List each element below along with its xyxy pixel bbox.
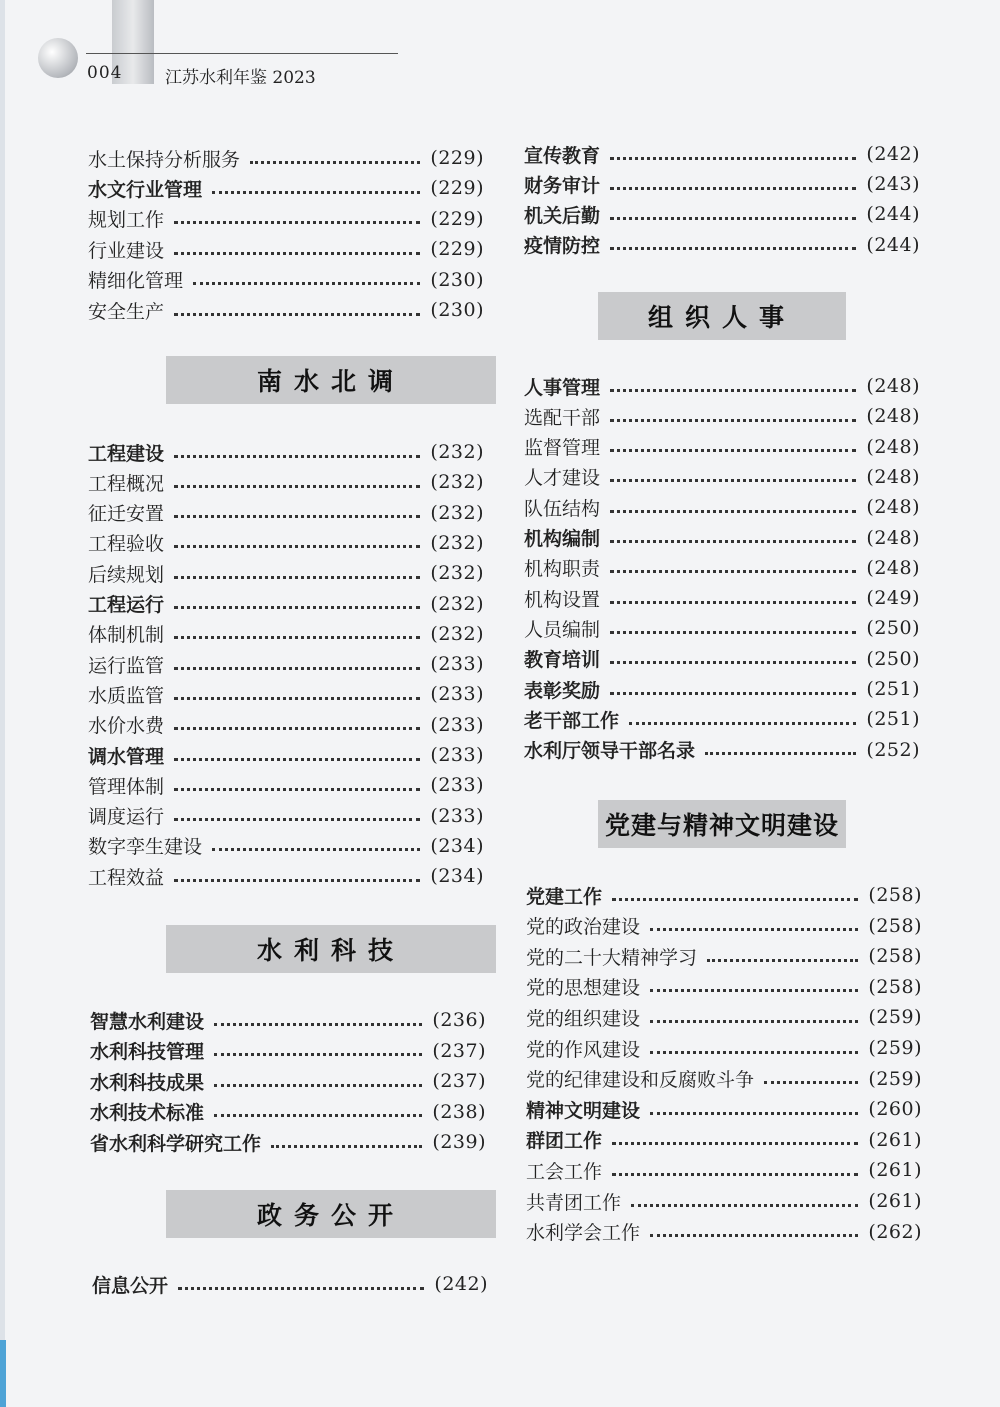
toc-entry-page: (251) xyxy=(866,678,920,700)
dot-leader xyxy=(271,1145,422,1148)
toc-entry xyxy=(88,528,484,558)
dot-leader xyxy=(610,187,856,190)
toc-entry xyxy=(526,1186,922,1216)
toc-entry xyxy=(88,265,484,295)
toc-entry xyxy=(526,1064,922,1094)
toc-entry-page: (252) xyxy=(866,738,920,761)
toc-entry-page: (259) xyxy=(868,1067,922,1090)
toc-entry-page: (248) xyxy=(866,526,920,549)
toc-entry-page: (233) xyxy=(430,744,484,766)
toc-entry xyxy=(88,204,484,234)
toc-entry-title: 队伍结构 xyxy=(524,497,601,520)
dot-leader xyxy=(174,788,420,791)
toc-entry xyxy=(526,880,922,910)
toc-entry-title: 党的纪律建设和反腐败斗争 xyxy=(526,1069,755,1092)
dot-leader xyxy=(212,848,420,851)
toc-entry-page: (239) xyxy=(432,1131,486,1153)
toc-entry-title: 水利科技成果 xyxy=(90,1071,205,1094)
toc-entry-page: (244) xyxy=(866,233,920,256)
toc-entry-title: 后续规划 xyxy=(88,563,165,586)
dot-leader xyxy=(629,722,856,725)
toc-entry-page: (229) xyxy=(430,207,484,230)
toc-entry xyxy=(524,674,920,704)
dot-leader xyxy=(174,455,420,458)
toc-entry-page: (251) xyxy=(866,708,920,731)
dot-leader xyxy=(174,576,420,579)
toc-entry-page: (258) xyxy=(868,884,922,906)
toc-entry xyxy=(524,704,920,734)
dot-leader xyxy=(214,1084,422,1087)
toc-entry-title: 智慧水利建设 xyxy=(90,1010,205,1033)
toc-entry xyxy=(88,740,484,770)
dot-leader xyxy=(174,606,420,609)
toc-entry-page: (232) xyxy=(430,501,484,524)
toc-entry xyxy=(88,437,484,467)
toc-entry-page: (259) xyxy=(868,1006,922,1029)
toc-entry-page: (234) xyxy=(430,865,484,888)
toc-entry xyxy=(524,462,920,492)
toc-entry-title: 水利科技管理 xyxy=(90,1041,205,1063)
toc-entry-title: 党的政治建设 xyxy=(526,916,641,939)
toc-entry-title: 党的组织建设 xyxy=(526,1007,641,1030)
toc-entry xyxy=(88,649,484,679)
dot-leader xyxy=(174,758,420,761)
toc-entry-title: 人员编制 xyxy=(524,618,601,641)
toc-entry xyxy=(524,523,920,553)
dot-leader xyxy=(174,879,420,882)
toc-entry-title: 精神文明建设 xyxy=(526,1099,641,1122)
dot-leader xyxy=(612,1173,858,1176)
dot-leader xyxy=(178,1287,424,1290)
toc-entry xyxy=(90,1127,486,1157)
toc-entry xyxy=(88,679,484,709)
toc-entry-page: (259) xyxy=(868,1037,922,1059)
toc-entry-title: 水利技术标准 xyxy=(90,1102,205,1124)
toc-entry-title: 数字孪生建设 xyxy=(88,836,203,859)
toc-entry xyxy=(524,553,920,583)
toc-entry xyxy=(524,169,920,199)
toc-entry-page: (229) xyxy=(430,177,484,200)
page-edge-accent xyxy=(0,1340,6,1407)
dot-leader xyxy=(650,989,858,992)
toc-entry-page: (244) xyxy=(866,203,920,226)
toc-entry-page: (230) xyxy=(430,268,484,291)
toc-entry-title: 安全生产 xyxy=(88,300,165,323)
toc-entry-page: (232) xyxy=(430,471,484,494)
toc-entry xyxy=(524,371,920,401)
toc-entry xyxy=(88,558,484,588)
toc-entry-page: (233) xyxy=(430,683,484,706)
toc-entry xyxy=(526,1094,922,1124)
dot-leader xyxy=(631,1204,858,1207)
toc-entry xyxy=(92,1269,488,1299)
toc-entry xyxy=(88,831,484,861)
toc-entry-page: (229) xyxy=(430,238,484,261)
toc-entry-page: (233) xyxy=(430,774,484,797)
toc-entry xyxy=(526,941,922,971)
toc-entry xyxy=(88,173,484,203)
dot-leader xyxy=(610,661,856,664)
toc-entry-title: 党建工作 xyxy=(526,885,603,908)
toc-entry xyxy=(524,199,920,229)
section-header-dangjian: 党建与精神文明建设 xyxy=(598,800,846,848)
toc-entry-page: (250) xyxy=(866,617,920,640)
toc-entry-page: (261) xyxy=(868,1190,922,1212)
toc-entry-page: (262) xyxy=(868,1220,922,1243)
toc-entry xyxy=(526,1155,922,1185)
dot-leader xyxy=(650,1020,858,1023)
dot-leader xyxy=(610,157,856,160)
dot-leader xyxy=(650,928,858,931)
dot-leader xyxy=(650,1234,858,1237)
toc-entry-page: (233) xyxy=(430,804,484,827)
toc-entry-title: 省水利科学研究工作 xyxy=(90,1132,262,1155)
dot-leader xyxy=(612,898,858,901)
toc-entry xyxy=(526,1033,922,1063)
dot-leader xyxy=(610,510,856,513)
toc-entry-page: (229) xyxy=(430,147,484,169)
dot-leader xyxy=(174,485,420,488)
toc-entry xyxy=(88,770,484,800)
dot-leader xyxy=(610,570,856,573)
toc-entry-page: (248) xyxy=(866,556,920,579)
toc-entry-title: 群团工作 xyxy=(526,1130,603,1153)
toc-entry-title: 机关后勤 xyxy=(524,204,601,227)
toc-entry-page: (233) xyxy=(430,653,484,676)
toc-entry xyxy=(526,911,922,941)
toc-entry-page: (232) xyxy=(430,592,484,615)
toc-entry-page: (248) xyxy=(866,435,920,458)
toc-entry-title: 征迁安置 xyxy=(88,503,165,526)
toc-entry-title: 工程概况 xyxy=(88,472,165,495)
toc-entry-title: 机构编制 xyxy=(524,528,601,550)
dot-leader xyxy=(610,540,856,543)
toc-entry-title: 体制机制 xyxy=(88,624,165,647)
toc-entry xyxy=(88,710,484,740)
toc-entry-page: (258) xyxy=(868,914,922,937)
toc-entry xyxy=(88,143,484,173)
section-header-nanshuibeidiao: 南水北调 xyxy=(166,356,496,404)
toc-entry xyxy=(524,644,920,674)
toc-entry xyxy=(88,589,484,619)
dot-leader xyxy=(610,601,856,604)
toc-entry-title: 调度运行 xyxy=(88,806,165,829)
toc-entry-page: (236) xyxy=(432,1009,486,1031)
dot-leader xyxy=(610,479,856,482)
toc-entry-page: (242) xyxy=(434,1273,488,1295)
toc-entry-title: 选配干部 xyxy=(524,406,601,429)
toc-entry xyxy=(524,735,920,765)
toc-entry-page: (238) xyxy=(432,1100,486,1123)
toc-entry-page: (233) xyxy=(430,713,484,736)
dot-leader xyxy=(174,667,420,670)
toc-entry-title: 精细化管理 xyxy=(88,270,184,293)
toc-entry-title: 监督管理 xyxy=(524,437,601,460)
toc-entry xyxy=(90,1036,486,1066)
toc-entry-title: 规划工作 xyxy=(88,209,165,232)
toc-entry-page: (248) xyxy=(866,375,920,397)
book-title: 江苏水利年鉴 2023 xyxy=(165,68,316,88)
toc-entry-title: 工程建设 xyxy=(88,442,165,465)
toc-entry xyxy=(90,1097,486,1127)
toc-entry xyxy=(88,619,484,649)
toc-entry-title: 水价水费 xyxy=(88,715,165,738)
dot-leader xyxy=(214,1053,422,1056)
dot-leader xyxy=(174,636,420,639)
toc-entry xyxy=(526,972,922,1002)
toc-entry xyxy=(524,432,920,462)
toc-entry-title: 水质监管 xyxy=(88,684,165,707)
toc-entry-title: 宣传教育 xyxy=(524,144,601,167)
toc-entry-page: (237) xyxy=(432,1039,486,1062)
dot-leader xyxy=(214,1023,422,1026)
toc-entry-title: 机构职责 xyxy=(524,558,601,581)
dot-leader xyxy=(650,1051,858,1054)
toc-entry xyxy=(88,861,484,891)
page-number: 004 xyxy=(87,63,123,83)
toc-entry-title: 工会工作 xyxy=(526,1160,603,1183)
toc-entry-page: (248) xyxy=(866,496,920,519)
dot-leader xyxy=(174,545,420,548)
toc-entry-title: 人才建设 xyxy=(524,467,601,490)
toc-entry-title: 水土保持分析服务 xyxy=(88,148,241,171)
section-header-shuilikeji: 水利科技 xyxy=(166,925,496,973)
dot-leader xyxy=(174,697,420,700)
header-rule xyxy=(86,53,398,54)
toc-entry xyxy=(526,1002,922,1032)
toc-entry xyxy=(90,1066,486,1096)
page-edge xyxy=(0,0,5,1407)
dot-leader xyxy=(610,449,856,452)
section-header-zuzhirenshi: 组织人事 xyxy=(598,292,846,340)
dot-leader xyxy=(193,282,420,285)
toc-entry-title: 管理体制 xyxy=(88,775,165,798)
toc-entry-title: 调水管理 xyxy=(88,745,165,768)
toc-entry xyxy=(526,1217,922,1247)
toc-entry-page: (249) xyxy=(866,587,920,610)
dot-leader xyxy=(174,313,420,316)
dot-leader xyxy=(612,1142,858,1145)
toc-entry-page: (242) xyxy=(866,143,920,165)
toc-entry-title: 工程验收 xyxy=(88,533,165,556)
toc-entry-title: 机构设置 xyxy=(524,588,601,611)
dot-leader xyxy=(610,419,856,422)
toc-entry-page: (230) xyxy=(430,299,484,321)
dot-leader xyxy=(174,818,420,821)
toc-entry-page: (261) xyxy=(868,1128,922,1151)
toc-entry-title: 水利厅领导干部名录 xyxy=(524,740,696,763)
toc-entry xyxy=(90,1005,486,1035)
toc-entry-page: (232) xyxy=(430,562,484,585)
toc-entry-page: (243) xyxy=(866,173,920,196)
toc-entry xyxy=(524,613,920,643)
toc-entry xyxy=(524,139,920,169)
toc-entry-page: (232) xyxy=(430,531,484,554)
toc-entry xyxy=(88,498,484,528)
toc-entry-title: 党的作风建设 xyxy=(526,1038,641,1061)
dot-leader xyxy=(705,752,856,755)
toc-entry-page: (248) xyxy=(866,405,920,428)
toc-entry xyxy=(88,234,484,264)
toc-entry-page: (232) xyxy=(430,622,484,645)
dot-leader xyxy=(650,1112,858,1115)
toc-entry-title: 财务审计 xyxy=(524,174,601,197)
toc-entry-page: (258) xyxy=(868,975,922,998)
dot-leader xyxy=(610,389,856,392)
dot-leader xyxy=(214,1114,422,1117)
dot-leader xyxy=(610,217,856,220)
toc-entry-title: 水文行业管理 xyxy=(88,178,203,201)
toc-entry-page: (234) xyxy=(430,834,484,857)
toc-entry-title: 水利学会工作 xyxy=(526,1222,641,1245)
toc-entry xyxy=(88,295,484,325)
toc-entry xyxy=(88,801,484,831)
dot-leader xyxy=(764,1081,858,1084)
dot-leader xyxy=(610,692,856,695)
toc-entry-title: 老干部工作 xyxy=(524,709,620,732)
toc-entry-title: 行业建设 xyxy=(88,239,165,262)
toc-entry xyxy=(524,492,920,522)
toc-entry-page: (232) xyxy=(430,441,484,463)
toc-entry-title: 党的二十大精神学习 xyxy=(526,946,698,969)
toc-entry-title: 党的思想建设 xyxy=(526,977,641,1000)
toc-entry-title: 表彰奖励 xyxy=(524,679,601,702)
toc-entry-title: 人事管理 xyxy=(524,376,601,399)
toc-entry-title: 教育培训 xyxy=(524,649,601,672)
toc-entry-title: 工程效益 xyxy=(88,866,165,889)
toc-entry-page: (258) xyxy=(868,945,922,968)
dot-leader xyxy=(707,959,858,962)
toc-entry xyxy=(524,583,920,613)
toc-entry-page: (250) xyxy=(866,647,920,670)
toc-entry-title: 工程运行 xyxy=(88,594,165,616)
toc-entry-page: (261) xyxy=(868,1159,922,1182)
dot-leader xyxy=(212,191,420,194)
dot-leader xyxy=(174,252,420,255)
toc-entry-title: 共青团工作 xyxy=(526,1191,622,1214)
toc-entry-title: 疫情防控 xyxy=(524,235,601,258)
toc-entry-page: (248) xyxy=(866,465,920,488)
dot-leader xyxy=(610,631,856,634)
toc-entry xyxy=(88,467,484,497)
dot-leader xyxy=(174,221,420,224)
dot-leader xyxy=(174,515,420,518)
toc-entry-page: (260) xyxy=(868,1098,922,1121)
toc-entry xyxy=(524,230,920,260)
toc-entry xyxy=(526,1125,922,1155)
toc-entry xyxy=(524,401,920,431)
dot-leader xyxy=(610,247,856,250)
toc-entry-page: (237) xyxy=(432,1070,486,1092)
dot-leader xyxy=(174,727,420,730)
dot-leader xyxy=(250,161,420,164)
toc-entry-title: 运行监管 xyxy=(88,654,165,677)
header-decoration-circle xyxy=(38,38,78,78)
toc-entry-title: 信息公开 xyxy=(92,1274,169,1297)
section-header-zhengwugongkai: 政务公开 xyxy=(166,1190,496,1238)
